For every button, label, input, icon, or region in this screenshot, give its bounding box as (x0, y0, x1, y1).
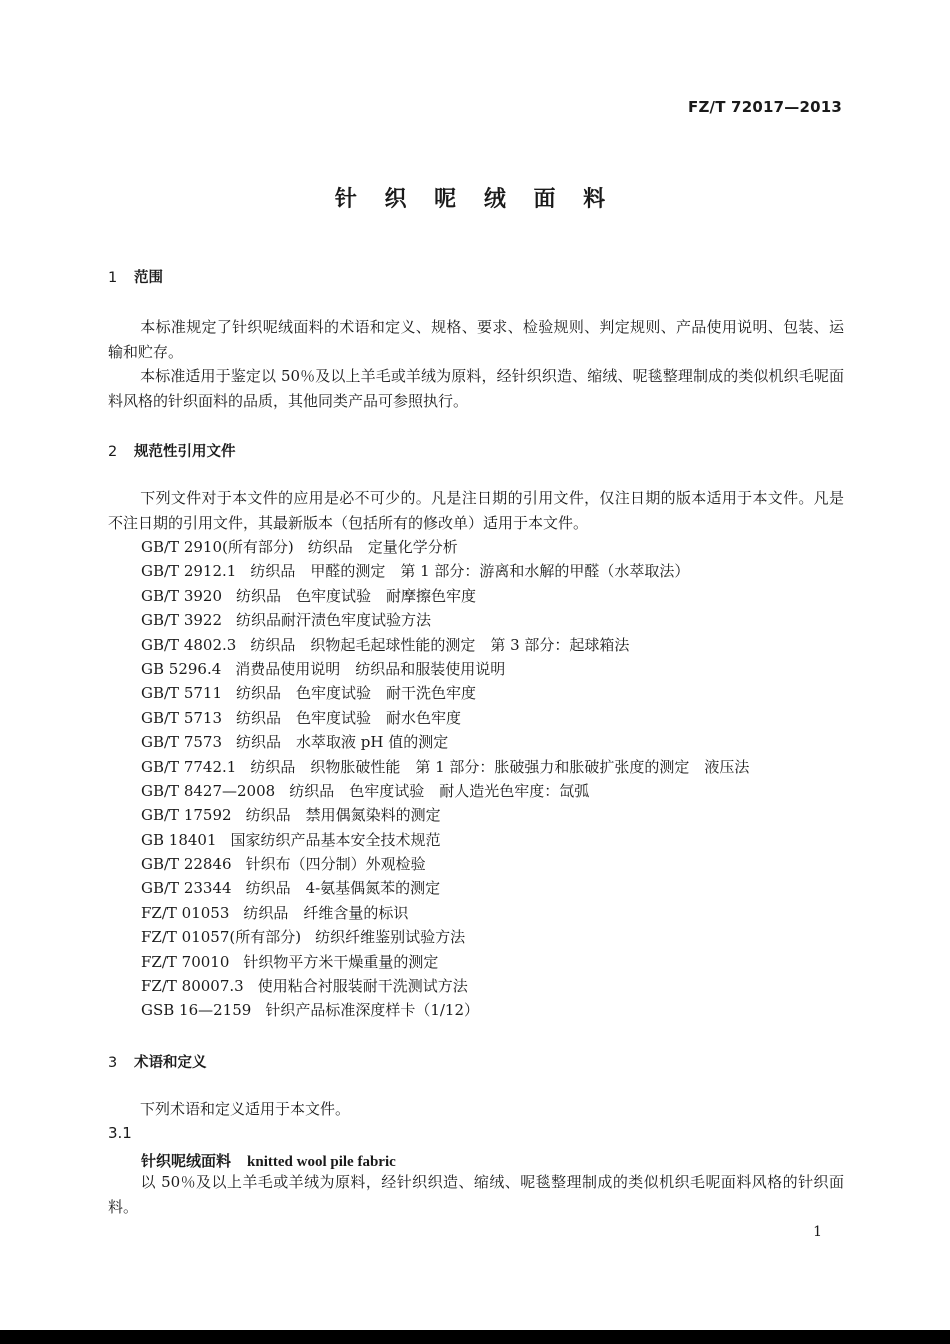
reference-title: 纺织品 织物起毛起球性能的测定 第 3 部分：起球箱法 (250, 635, 630, 654)
reference-item (141, 901, 749, 925)
section-title: 范围 (134, 270, 163, 286)
section-2-intro (108, 486, 844, 535)
reference-code: GB/T 4802.3 (141, 635, 237, 654)
page-number: 1 (813, 1224, 822, 1240)
section-title: 规范性引用文件 (134, 444, 236, 460)
section-number: 1 (108, 270, 118, 286)
reference-code: GB/T 22846 (141, 855, 232, 874)
section-3-intro (108, 1097, 844, 1122)
section-1-heading (108, 266, 163, 287)
section-title: 术语和定义 (134, 1055, 207, 1071)
reference-code: GB/T 3920 (141, 586, 223, 605)
reference-title: 针织产品标准深度样卡（1/12） (265, 1001, 479, 1020)
term-chinese: 针织呢绒面料 (141, 1152, 232, 1170)
reference-code: FZ/T 01057(所有部分) (141, 928, 302, 947)
reference-code: FZ/T 80007.3 (141, 977, 244, 996)
reference-item (141, 925, 749, 949)
reference-code: GB/T 3922 (141, 611, 223, 630)
clause-number: 3.1 (108, 1124, 132, 1142)
reference-code: GB/T 2910(所有部分) (141, 538, 294, 556)
paragraph-text: 下列文件对于本文件的应用是必不可少的。凡是注日期的引用文件，仅注日期的版本适用于本文件。凡是不注日期的引用文件，其最新版本（包括所有的修改单）适用于本文件。 (108, 489, 844, 532)
reference-item (141, 779, 749, 803)
reference-code: GB/T 17592 (141, 806, 232, 825)
reference-title: 针织布（四分制）外观检验 (245, 855, 426, 874)
reference-item (141, 803, 749, 827)
reference-item (141, 974, 749, 998)
reference-code: GSB 16—2159 (141, 1001, 252, 1020)
reference-code: GB/T 5711 (141, 684, 223, 703)
section-3-heading (108, 1051, 207, 1072)
reference-title: 纺织品 色牢度试验 耐人造光色牢度：氙弧 (289, 781, 590, 800)
reference-item (141, 535, 749, 559)
bottom-border (0, 1330, 950, 1344)
reference-code: GB 18401 (141, 830, 217, 849)
reference-title: 纺织品 甲醛的测定 第 1 部分：游离和水解的甲醛（水萃取法） (250, 562, 690, 581)
paragraph-text: 本标准规定了针织呢绒面料的术语和定义、规格、要求、检验规则、判定规则、产品使用说明、包装、运输和贮存。 (108, 318, 844, 361)
reference-title: 纺织品 色牢度试验 耐水色牢度 (236, 708, 462, 727)
reference-title: 消费品使用说明 纺织品和服装使用说明 (235, 659, 506, 678)
reference-title: 国家纺织产品基本安全技术规范 (230, 830, 441, 849)
reference-code: GB 5296.4 (141, 659, 222, 678)
reference-title: 纺织品耐汗渍色牢度试验方法 (236, 611, 432, 630)
section-1-paragraph-1 (108, 315, 844, 364)
section-number: 3 (108, 1055, 118, 1071)
paragraph-text: 下列术语和定义适用于本文件。 (140, 1100, 351, 1118)
reference-code: FZ/T 70010 (141, 952, 230, 971)
reference-title: 纺织纤维鉴别试验方法 (315, 928, 466, 947)
reference-title: 纺织品 色牢度试验 耐摩擦色牢度 (236, 586, 477, 605)
reference-item (141, 706, 749, 730)
section-2-heading (108, 440, 236, 461)
reference-title: 纺织品 4-氨基偶氮苯的测定 (245, 879, 441, 898)
reference-item (141, 828, 749, 852)
reference-code: GB/T 7573 (141, 733, 223, 752)
reference-item (141, 633, 749, 657)
reference-title: 纺织品 纤维含量的标识 (243, 903, 409, 922)
standard-code: FZ/T 72017—2013 (688, 98, 842, 116)
reference-title: 纺织品 定量化学分析 (307, 538, 458, 556)
reference-item (141, 876, 749, 900)
reference-item (141, 559, 749, 583)
reference-item (141, 950, 749, 974)
normative-references-list (141, 535, 749, 1023)
reference-code: GB/T 23344 (141, 879, 232, 898)
term-definition (108, 1170, 844, 1219)
section-1-paragraph-2 (108, 364, 844, 413)
reference-item (141, 755, 749, 779)
reference-title: 纺织品 禁用偶氮染料的测定 (245, 806, 441, 825)
reference-title: 针织物平方米干燥重量的测定 (243, 952, 439, 971)
reference-title: 纺织品 水萃取液 pH 值的测定 (236, 733, 449, 752)
reference-item (141, 584, 749, 608)
paragraph-text: 以 50％及以上羊毛或羊绒为原料，经针织织造、缩绒、呢毯整理制成的类似机织毛呢面料风格的针织面料。 (108, 1173, 844, 1216)
reference-code: GB/T 5713 (141, 708, 223, 727)
reference-title: 纺织品 色牢度试验 耐干洗色牢度 (236, 684, 477, 703)
reference-item (141, 608, 749, 632)
document-title: 针 织 呢 绒 面 料 (334, 187, 616, 212)
reference-item (141, 730, 749, 754)
reference-code: GB/T 2912.1 (141, 562, 237, 581)
reference-title: 纺织品 织物胀破性能 第 1 部分：胀破强力和胀破扩张度的测定 液压法 (250, 757, 750, 776)
reference-code: FZ/T 01053 (141, 903, 230, 922)
reference-item (141, 998, 749, 1022)
reference-item (141, 852, 749, 876)
paragraph-text: 本标准适用于鉴定以 50％及以上羊毛或羊绒为原料，经针织织造、缩绒、呢毯整理制成的类似机织毛呢面料风格的针织面料的品质，其他同类产品可参照执行。 (108, 367, 844, 410)
reference-item (141, 681, 749, 705)
reference-code: GB/T 7742.1 (141, 757, 237, 776)
reference-title: 使用粘合衬服装耐干洗测试方法 (257, 977, 468, 996)
reference-item (141, 657, 749, 681)
term-english: knitted wool pile fabric (247, 1154, 396, 1170)
reference-code: GB/T 8427—2008 (141, 781, 276, 800)
section-number: 2 (108, 444, 118, 460)
term-entry (141, 1150, 396, 1171)
